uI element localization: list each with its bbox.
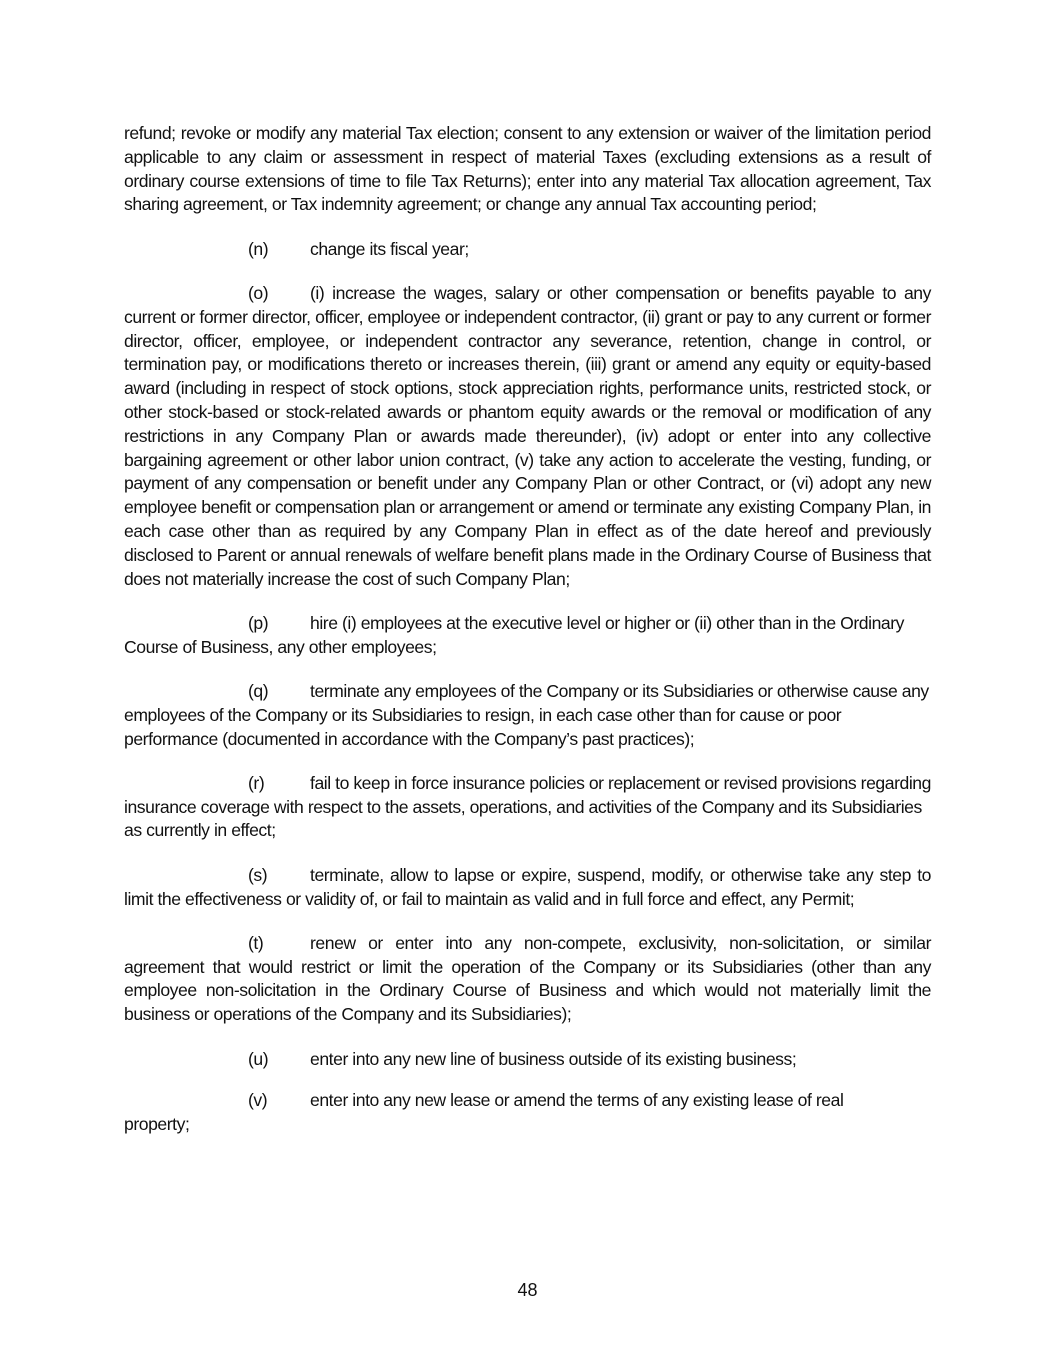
paragraph-t	[124, 932, 931, 1027]
clause-text-r: fail to keep in force insurance policies or replacement or revised provisions regarding insurance coverage with respect to the assets, operations, and activities of the Company and its Subsidiaries as currently in effect;	[124, 772, 931, 841]
document-body	[124, 122, 931, 1157]
paragraph-o	[124, 282, 931, 591]
paragraph-intro: refund; revoke or modify any material Tax election; consent to any extension or waiver of the limitation period applicable to any claim or assessment in respect of material Taxes (excluding extensions as a result of ordinary course extensions of time to file Tax Returns); enter into any material Tax allocation agreement, Tax sharing agreement, or Tax indemnity agreement; or change any annual Tax accounting period;	[124, 123, 931, 215]
clause-label-p: (p)	[248, 612, 269, 633]
clause-label-o: (o)	[248, 282, 269, 303]
clause-label-v: (v)	[248, 1090, 268, 1111]
clause-label-q: (q)	[248, 680, 269, 701]
clause-text-n: change its fiscal year;	[310, 238, 469, 259]
paragraph-s	[124, 864, 931, 912]
clause-label-s: (s)	[248, 864, 268, 885]
clause-continuation-v: property;	[124, 1114, 190, 1135]
paragraph-n	[124, 238, 931, 262]
paragraph-q	[124, 680, 931, 751]
clause-label-r: (r)	[248, 772, 265, 793]
clause-label-n: (n)	[248, 238, 269, 259]
clause-text-v: enter into any new lease or amend the terms of any existing lease of real	[310, 1090, 844, 1111]
page-number: 48	[517, 1280, 538, 1300]
paragraph-v	[124, 1089, 931, 1137]
paragraph-r	[124, 772, 931, 843]
clause-text-o: (i) increase the wages, salary or other compensation or benefits payable to any current or former director, officer, employee or independent contractor, (ii) grant or pay to any current or former director, officer, employee, or independent contractor any severance, retention, change in control, or termination pay, or modifications thereto or increases therein, (iii) grant or amend any equity or equity-based award (including in respect of stock options, stock appreciation rights, performance units, restricted stock, or other stock-based or stock-related awards or phantom equity awards or the removal or modification of any restrictions in any Company Plan or awards made thereunder), (iv) adopt or enter into any collective bargaining agreement or other labor union contract, (v) take any action to accelerate the vesting, funding, or payment of any compensation or benefit under any Company Plan or other Contract, or (vi) adopt any new employee benefit or compensation plan or arrangement or amend or terminate any existing Company Plan, in each case other than as required by any Company Plan in effect as of the date hereof and previously disclosed to Parent or annual renewals of welfare benefit plans made in the Ordinary Course of Business that does not materially increase the cost of such Company Plan;	[124, 282, 931, 589]
paragraph-u	[124, 1048, 931, 1072]
clause-text-s: terminate, allow to lapse or expire, suspend, modify, or otherwise take any step to limit the effectiveness or validity of, or fail to maintain as valid and in full force and effect, any Permit;	[124, 864, 931, 909]
clause-label-u: (u)	[248, 1048, 269, 1069]
clause-text-t: renew or enter into any non-compete, exclusivity, non-solicitation, or similar agreement that would restrict or limit the operation of the Company or its Subsidiaries (other than any employee non-solicitation in the Ordinary Course of Business and which would not materially limit the business or operations of the Company and its Subsidiaries);	[124, 932, 931, 1025]
clause-text-p: hire (i) employees at the executive level or higher or (ii) other than in the Ordinary Course of Business, any other employees;	[124, 612, 904, 657]
clause-label-t: (t)	[248, 932, 264, 953]
clause-text-u: enter into any new line of business outside of its existing business;	[310, 1048, 797, 1069]
clause-text-q: terminate any employees of the Company or its Subsidiaries or otherwise cause any employees of the Company or its Subsidiaries to resign, in each case other than for cause or poor performance (documented in accordance with the Company’s past practices);	[124, 680, 929, 749]
paragraph-p	[124, 612, 931, 660]
